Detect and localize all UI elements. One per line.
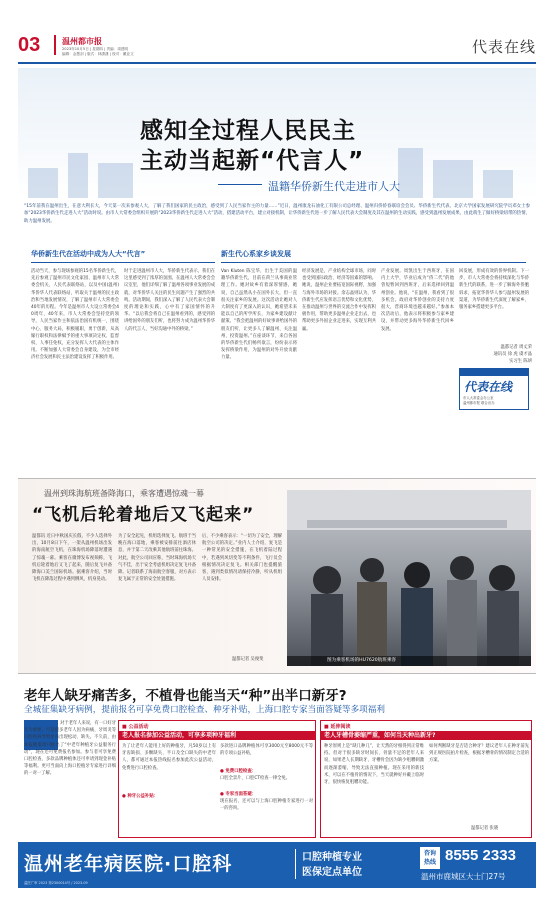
masthead-rule [18,62,536,64]
subtitle-dash [218,184,262,185]
divider-bar [54,35,56,55]
lead-col5: 产业发展。周凯出生于西班牙，在国内上大学，毕业后成为“侨二代”的他曾短暂回到西班牙，后来选择回到温州创业。他说，“在温州，我看到了很多机会。政府对华侨创业的支持力度很大，营商环境也越来越好。”参加本次活动后，他表示将积极参与家乡建设，并带动更多海外华侨新生代回乡发展。 [381,269,454,332]
ad-tag-implant: 口腔种植专业 [302,852,362,863]
extended-reading-box [320,720,532,838]
story3-intro: 对于老年人来说，有一口好牙尤为重要，可是很多老年人因为病痛、牙周炎等口腔疾病导致牙齿出现松动、缺失。不久前，由本报健康周刊推出了“中老年种植牙公益服务行动”，现在还可免费报名参加。参与者可享免费口腔检查、多款品牌种植体还可申请到现金补贴等福利。更可当面向上海口腔植牙专家进行详细的一对一了解。 [24,721,116,777]
photo-caption: 图为乘客机场的HU7620航班乘客 [287,656,531,666]
story2-title: “飞机后轮着地后又飞起来” [32,505,255,525]
paper-name: 温州都市报 [62,37,102,46]
ad-fine-print: 温医广审 2023 第2300014号 / 2023-09 [24,881,88,885]
subsidy-text: 多款进口品牌种植体可享3000元至8000元不等的专项公益补贴， [220,744,313,757]
lead-col6: 回发展，形成有效的侨界机制。下一步，市人大常委会将持续深化与华侨新生代的联系，进一步了解海外侨胞诉求，拓宽华侨华人参与温州发展的渠道，为华侨新生代深度了解家乡、服务家乡搭建更多平台。 [459,269,529,311]
ad-hospital-name: 温州老年病医院·口腔科 [24,853,233,875]
page-number: 03 [18,34,41,56]
extended-title: 老人牙槽骨萎缩严重，如何当天种出新牙? [324,732,436,739]
story3-byline: 温都记者 张晓 [471,826,499,831]
lead-intro: “15年前我在温州出生，在意大利长大，今天第一次来参观人大，了解了我们国家的民主政治，感受到了人民当家作主的力量……”近日，温州康龙石油化工有限公司总经理、温州归侨侨眷联谊会会员、华侨新生代代表、北京大学国家发展研究院学员邓女士参加“2023华侨新生代走进人大”活动时说。由市人大常委会组织开展的“2023华侨新生代走进人大”活动，搭建活动平台，建立对接机制，让华侨新生代进一步了解人民代表大会制度及其在温州的生动实践，感受到温州发展成果，由此萌生了做好桥梁纽带的热情，助力温州发展。 [24,204,530,224]
ad-phone-number: 8555 2333 [445,847,516,864]
story2-kicker: 温州到珠海航班备降海口，乘客遭遇惊魂一幕 [44,489,204,498]
ad-divider [295,849,296,879]
extended-head: ■ 延伸阅读 [324,724,351,730]
airplane-cabin-photo [287,490,531,666]
ad-tag-insurance: 医保定点单位 [302,867,362,878]
masthead [18,32,536,60]
lead-col4: 经济发展是，产业结构全球市场，同时也受到国际政治、经济等因素的影响。她说，温州企业要拓宽国际视野，加强与海外市场的对接。余志晶则认为，华侨新生代应发挥语言优势和文化优势，在推动温州与世界的交流合作中发挥积极作用，帮助更多温州企业走出去，也帮助更多外国企业走进来，实现互利共赢。 [302,269,376,332]
benefits-box [118,720,316,838]
free-checkup-text: 口腔全景片、口腔CT检查一律全免。 [220,776,291,781]
story3-subtitle: 全城征集缺牙病例，提前报名可享免费口腔检查、种牙补贴，上海口腔专家当面答疑等多项福利 [24,705,385,715]
expert-qa-text: 现在报名，还可以与上海口腔种植专家进行一对一的咨询。 [220,799,313,812]
column-title: 代表在线 [471,38,536,56]
col1-heading: 华侨新生代在活动中成为人大“代言” [31,250,146,258]
ad-phone-label: 咨询 热线 [420,847,440,869]
story2-col1: 温都讯 近日中秋国庆长假，不少人选择外出，10月8日下午，一架从温州机场出发的海南航空飞机，在珠海机场降落时遭遇了惊魂一幕。乘客在微博发布视频称，飞机后轮着地后又飞了起来，随后复飞并备降海口美兰国际机场。据乘客介绍，当时飞机在降落过程中遇到侧风，机身晃动。 [32,534,112,583]
badge-ribbon [460,369,528,376]
story2-col2: 为了安全起见，机组选择复飞。航班于当晚在海口落地，乘客被安排前往酒店休息，并于第二天改乘其他航班前往珠海。对此，航空公司回应称，当时珠海机场天气不佳，出于安全考虑机组决定复飞并备降。记者联系了海南航空客服，对方表示复飞属于正常的安全处置措施。 [118,534,196,583]
expert-qa-label: ● 专家当面答疑： [220,792,257,797]
lead-col3: Van Kluten 陈宝华，出生于美国的温籍华侨新生代，目前在荷兰从事商业管理工作。她对故乡有着深厚情感，她说，自己虽然从小在国外长大，但一直很关注家乡的发展。这次活动让她对人大制度有了更深入的认识，她希望未来能以自己的所学所长，为家乡建设献计献策。“我会把温州的好故事讲给国外的朋友们听，让更多人了解温州、关注温州、投资温州。”在座谈环节，来自各国的华侨新生代们畅所欲言，纷纷表示将发挥桥梁作用，为温州的对外开放贡献力量。 [221,269,297,361]
hospital-ad-banner [18,842,536,888]
col3-heading: 新生代心系家乡谈发展 [221,250,291,258]
masthead-meta-1: 2023年10月5日 | 星期四 | 责编：周建明 [62,47,129,51]
lead-byline: 温都记者 周丈荣 通讯员 徐 虎 虞才晶 实习生 陈妍 [493,345,532,364]
free-checkup-label: ● 免费口腔检查： [220,769,257,774]
lead-subtitle: 温籍华侨新生代走进市人大 [268,180,400,193]
lead-title-1: 感知全过程人民民主 [140,118,356,144]
benefits-box-text: 为了让老年人能用上好的种植牙，凡50岁以上有牙齿缺损、多颗缺失、半口及全口缺失的中老年人，都可通过本报热线报名参加此次公益活动，免费进行口腔检查。 [122,744,216,771]
lead-col1: 活动当天，参与现场参观的15名华侨新生代，先后参观了温州市民文化家园、温州市人大常委会机关、人民代表联络站，以及中国(温州)华侨华人代表联络站，听取关于温州的民主政治和当地发展情况，了解了温州市人大常委会40年的历程。今年是温州市人大设立常委会40周年，40年来，市人大常委会坚持党的领导，人民当家作主和依法治国有机统一，围绕中心、服务大局，积极履职，勇于创新，从高嫁行职权和法律赋予的重大事项决定权、监督权、人事任免权，充分发挥人大代表的主体作用。不断加强人大常委会自身建设，为全市经济社会发展和民主法治建设发挥了积极作用。 [31,269,119,361]
cabin-illustration [287,490,531,666]
badge-title: 代表在线 [464,380,513,394]
badge-caption: 市人大常委会办公室 温州都市报 联合出办 [463,396,495,405]
lead-col2: 时于走进温州市人大，华侨新生代表示，我们在这里感受到了浓厚的氛围。在温州人大常委会会议室里，他们详细了解了温州各项事业发展的成就，对华侨华人关注的民生问题产生了强烈的共鸣。活动期间，我们深入了解了人民代表大会制度的理论和实践，心中有了家国情怀的升华。“以后我会将自己在温州看到的，感受到的讲给国外的朋友们听，也将努力成为温州华侨华人的代言人，当好沟通中外的桥梁。” [124,269,215,332]
ad-address: 温州市鹿城区大士门27号 [421,872,506,881]
extended-text: 种牙原则上是“缺几种几”，让天然的牙根得到正常维持。但对于很多缺牙时间长、骨量不足的老年人来说，如果老人长期缺牙，牙槽骨会因为缺少咀嚼刺激而逐渐萎缩，导致无法直接种植。现在采用的新技术，可以在不植骨的情况下，当天就种好并戴上临时牙，很快恢复咀嚼功能。 [324,744,424,786]
benefits-box-head: ■ 公益活动 [122,724,149,730]
col1-heading-rule [31,262,215,263]
benefits-box-title: 老人报名参加公益活动，可享多项种牙福利 [122,732,237,739]
masthead-meta-2: 编辑：金慧剑 | 版式：林潇潇 | 校对：戴亚文 [62,52,134,56]
story2-byline: 温都记者 吴俊斐 [232,657,264,662]
daibiao-zaixian-badge [459,368,529,410]
col3-heading-rule [221,262,526,263]
story2-col3: 后，不少乘客表示：“一切为了安全，理解航空公司的决定。”业内人士介绍，复飞是一种常见的安全措施，在飞机着陆过程中，若遇到风切变等不利条件，飞行员会根据情况决定复飞。相关部门也提醒旅客，遇到类似情况请保持冷静，听从机组人员安排。 [202,534,282,583]
lead-title-2: 主动当起新“代言人” [140,148,365,174]
subsidy-label: ● 种牙公益补贴： [122,794,159,799]
story3-title: 老年人缺牙痛苦多，不植骨也能当天“种”出半口新牙? [24,688,347,704]
extended-more: 如何判断缺牙是否适合种牙？建议老年人在种牙前先到正规医院拍片检查，根据牙槽骨的情况制定合适的方案。 [429,744,529,764]
